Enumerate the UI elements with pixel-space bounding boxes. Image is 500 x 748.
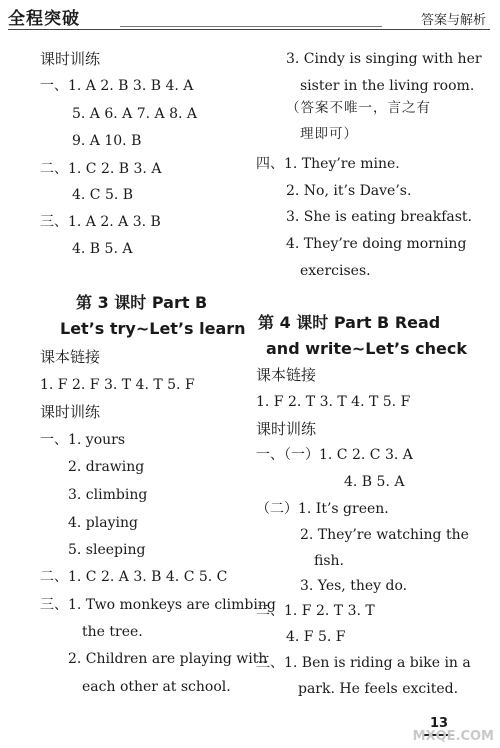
answer-line: 4. They’re doing morning: [286, 236, 467, 252]
answer-line: Let’s try~Let’s learn: [60, 319, 246, 338]
answer-line: 一、1. yours: [40, 432, 126, 448]
answer-line: 5. A 6. A 7. A 8. A: [72, 106, 198, 122]
answer-line: 课本链接: [256, 366, 317, 384]
section-title: 答案与解析: [420, 13, 486, 28]
answer-line: 3. She is eating breakfast.: [286, 209, 472, 225]
watermark: MXQE.COM: [412, 729, 494, 744]
answer-line: and write~Let’s check: [266, 339, 467, 358]
answer-line: 1. F 2. F 3. T 4. T 5. F: [40, 377, 195, 393]
answer-line: 5. sleeping: [68, 542, 146, 558]
answer-line: 2. drawing: [68, 459, 145, 475]
answer-line: 第 3 课时 Part B: [76, 293, 208, 312]
answer-line: 二、1. F 2. T 3. T: [256, 603, 375, 619]
answer-line: 4. B 5. A: [344, 474, 405, 490]
answer-line: 9. A 10. B: [72, 133, 142, 149]
answer-line: 二、1. C 2. B 3. A: [40, 161, 162, 177]
header-rule: [8, 29, 490, 30]
answer-line: 课时训练: [40, 403, 101, 421]
answer-line: 3. Yes, they do.: [300, 578, 408, 594]
answer-line: 二、1. C 2. A 3. B 4. C 5. C: [40, 569, 228, 585]
answer-line: 2. Children are playing with: [68, 651, 268, 667]
answer-line: 4. F 5. F: [286, 629, 346, 645]
answer-line: 课本链接: [40, 348, 101, 366]
page-number: 13: [424, 714, 454, 736]
answer-line: 3. Cindy is singing with her: [286, 51, 482, 67]
answer-line: 三、1. Two monkeys are climbing: [40, 597, 276, 613]
answer-line: 2. No, it’s Dave’s.: [286, 183, 412, 199]
answer-line: 4. playing: [68, 515, 138, 531]
answer-line: park. He feels excited.: [298, 681, 459, 697]
header-rule-inner: [120, 26, 382, 27]
answer-line: 4. C 5. B: [72, 187, 134, 203]
answer-line: 4. B 5. A: [72, 241, 133, 257]
answer-line: 课时训练: [40, 50, 101, 68]
answer-line: each other at school.: [82, 679, 231, 695]
answer-line: 一、1. A 2. B 3. B 4. A: [40, 78, 194, 94]
answer-line: the tree.: [82, 624, 143, 640]
answer-line: 四、1. They’re mine.: [256, 156, 400, 172]
answer-line: 第 4 课时 Part B Read: [258, 313, 441, 332]
answer-line: 一、（一）1. C 2. C 3. A: [256, 447, 413, 463]
answer-line: （二）1. It’s green.: [256, 501, 389, 517]
answer-line: 3. climbing: [68, 487, 148, 503]
answer-line: 课时训练: [256, 420, 317, 438]
answer-line: sister in the living room.: [300, 78, 475, 94]
answer-line: 2. They’re watching the: [300, 527, 469, 543]
answer-line: fish.: [314, 553, 344, 569]
answer-line: （答案不唯一，言之有: [286, 100, 431, 116]
answer-line: 理即可）: [300, 126, 358, 142]
answer-line: 三、1. Ben is riding a bike in a: [256, 655, 471, 671]
brand-title: 全程突破: [8, 9, 80, 29]
answer-line: exercises.: [300, 263, 371, 279]
answer-line: 1. F 2. T 3. T 4. T 5. F: [256, 394, 411, 410]
answer-line: 三、1. A 2. A 3. B: [40, 214, 161, 230]
